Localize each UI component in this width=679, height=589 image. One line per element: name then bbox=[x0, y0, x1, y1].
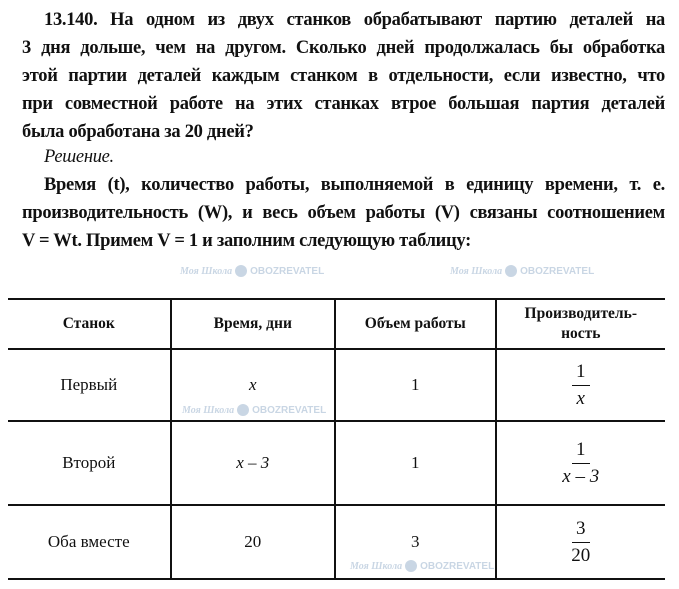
solution-line: Время (t), количество работы, выполняемой в единицу времени, т. е. bbox=[44, 175, 665, 195]
cell-machine: Оба вместе bbox=[47, 532, 130, 551]
cell-rate bbox=[496, 505, 665, 579]
header-work: Объем работы bbox=[335, 299, 496, 349]
watermark-school-text: Моя Школа bbox=[182, 405, 235, 416]
solution-heading: Решение. bbox=[44, 147, 114, 167]
watermark-school-text: Моя Школа bbox=[180, 266, 233, 277]
numerator: 1 bbox=[572, 361, 590, 386]
denominator: 20 bbox=[571, 544, 591, 566]
watermark-brand-text: OBOZREVATEL bbox=[250, 266, 325, 277]
problem-line bbox=[44, 6, 665, 34]
problem-line: 3 дня дольше, чем на другом. Сколько дней продолжалась бы обработка bbox=[22, 38, 665, 58]
work-table bbox=[8, 298, 665, 580]
fraction bbox=[572, 361, 590, 410]
solution-line: производительность (W), и весь объем работы (V) связаны соотношением bbox=[22, 203, 665, 223]
cell-work: 1 bbox=[335, 421, 496, 505]
problem-line: была обработана за 20 дней? bbox=[22, 122, 254, 142]
numerator: 3 bbox=[572, 518, 590, 543]
cell-work: 1 bbox=[335, 349, 496, 421]
watermark bbox=[182, 404, 326, 418]
cell-time: x bbox=[171, 349, 335, 421]
watermark-school-text: Моя Школа bbox=[450, 266, 503, 277]
cell-machine: Второй bbox=[62, 453, 116, 472]
header-time: Время, дни bbox=[171, 299, 335, 349]
problem-number: 13.140. bbox=[44, 10, 98, 30]
watermark-school-text: Моя Школа bbox=[350, 561, 403, 572]
watermark bbox=[180, 265, 324, 279]
table-row bbox=[8, 505, 665, 579]
problem-line: при совместной работе на этих станках втрое большая партия деталей bbox=[22, 94, 665, 114]
denominator: x – 3 bbox=[562, 465, 600, 487]
watermark-brand-text: OBOZREVATEL bbox=[252, 405, 327, 416]
table-row bbox=[8, 421, 665, 505]
fraction bbox=[567, 518, 594, 567]
watermark-logo-icon bbox=[505, 265, 517, 277]
numerator: 1 bbox=[572, 439, 590, 464]
cell-rate bbox=[496, 421, 665, 505]
watermark bbox=[450, 265, 594, 279]
cell-time: 20 bbox=[171, 505, 335, 579]
watermark-logo-icon bbox=[405, 560, 417, 572]
fraction bbox=[558, 439, 603, 488]
problem-line-text: На одном из двух станков обрабатывают партию деталей на bbox=[110, 10, 666, 30]
header-rate: Производитель-ность bbox=[496, 299, 665, 349]
table-header-row bbox=[8, 299, 665, 349]
cell-time: x – 3 bbox=[171, 421, 335, 505]
watermark-brand-text: OBOZREVATEL bbox=[420, 561, 495, 572]
cell-rate bbox=[496, 349, 665, 421]
denominator: x bbox=[576, 387, 585, 409]
watermark-brand-text: OBOZREVATEL bbox=[520, 266, 595, 277]
watermark-logo-icon bbox=[235, 265, 247, 277]
watermark-logo-icon bbox=[237, 404, 249, 416]
problem-line: этой партии деталей каждым станком в отдельности, если известно, что bbox=[22, 66, 665, 86]
cell-work: 3 bbox=[335, 505, 496, 579]
header-machine: Станок bbox=[62, 315, 115, 332]
cell-machine: Первый bbox=[60, 375, 118, 394]
table-row bbox=[8, 349, 665, 421]
watermark bbox=[350, 560, 494, 574]
solution-line: V = Wt. Примем V = 1 и заполним следующую таблицу: bbox=[22, 231, 471, 251]
